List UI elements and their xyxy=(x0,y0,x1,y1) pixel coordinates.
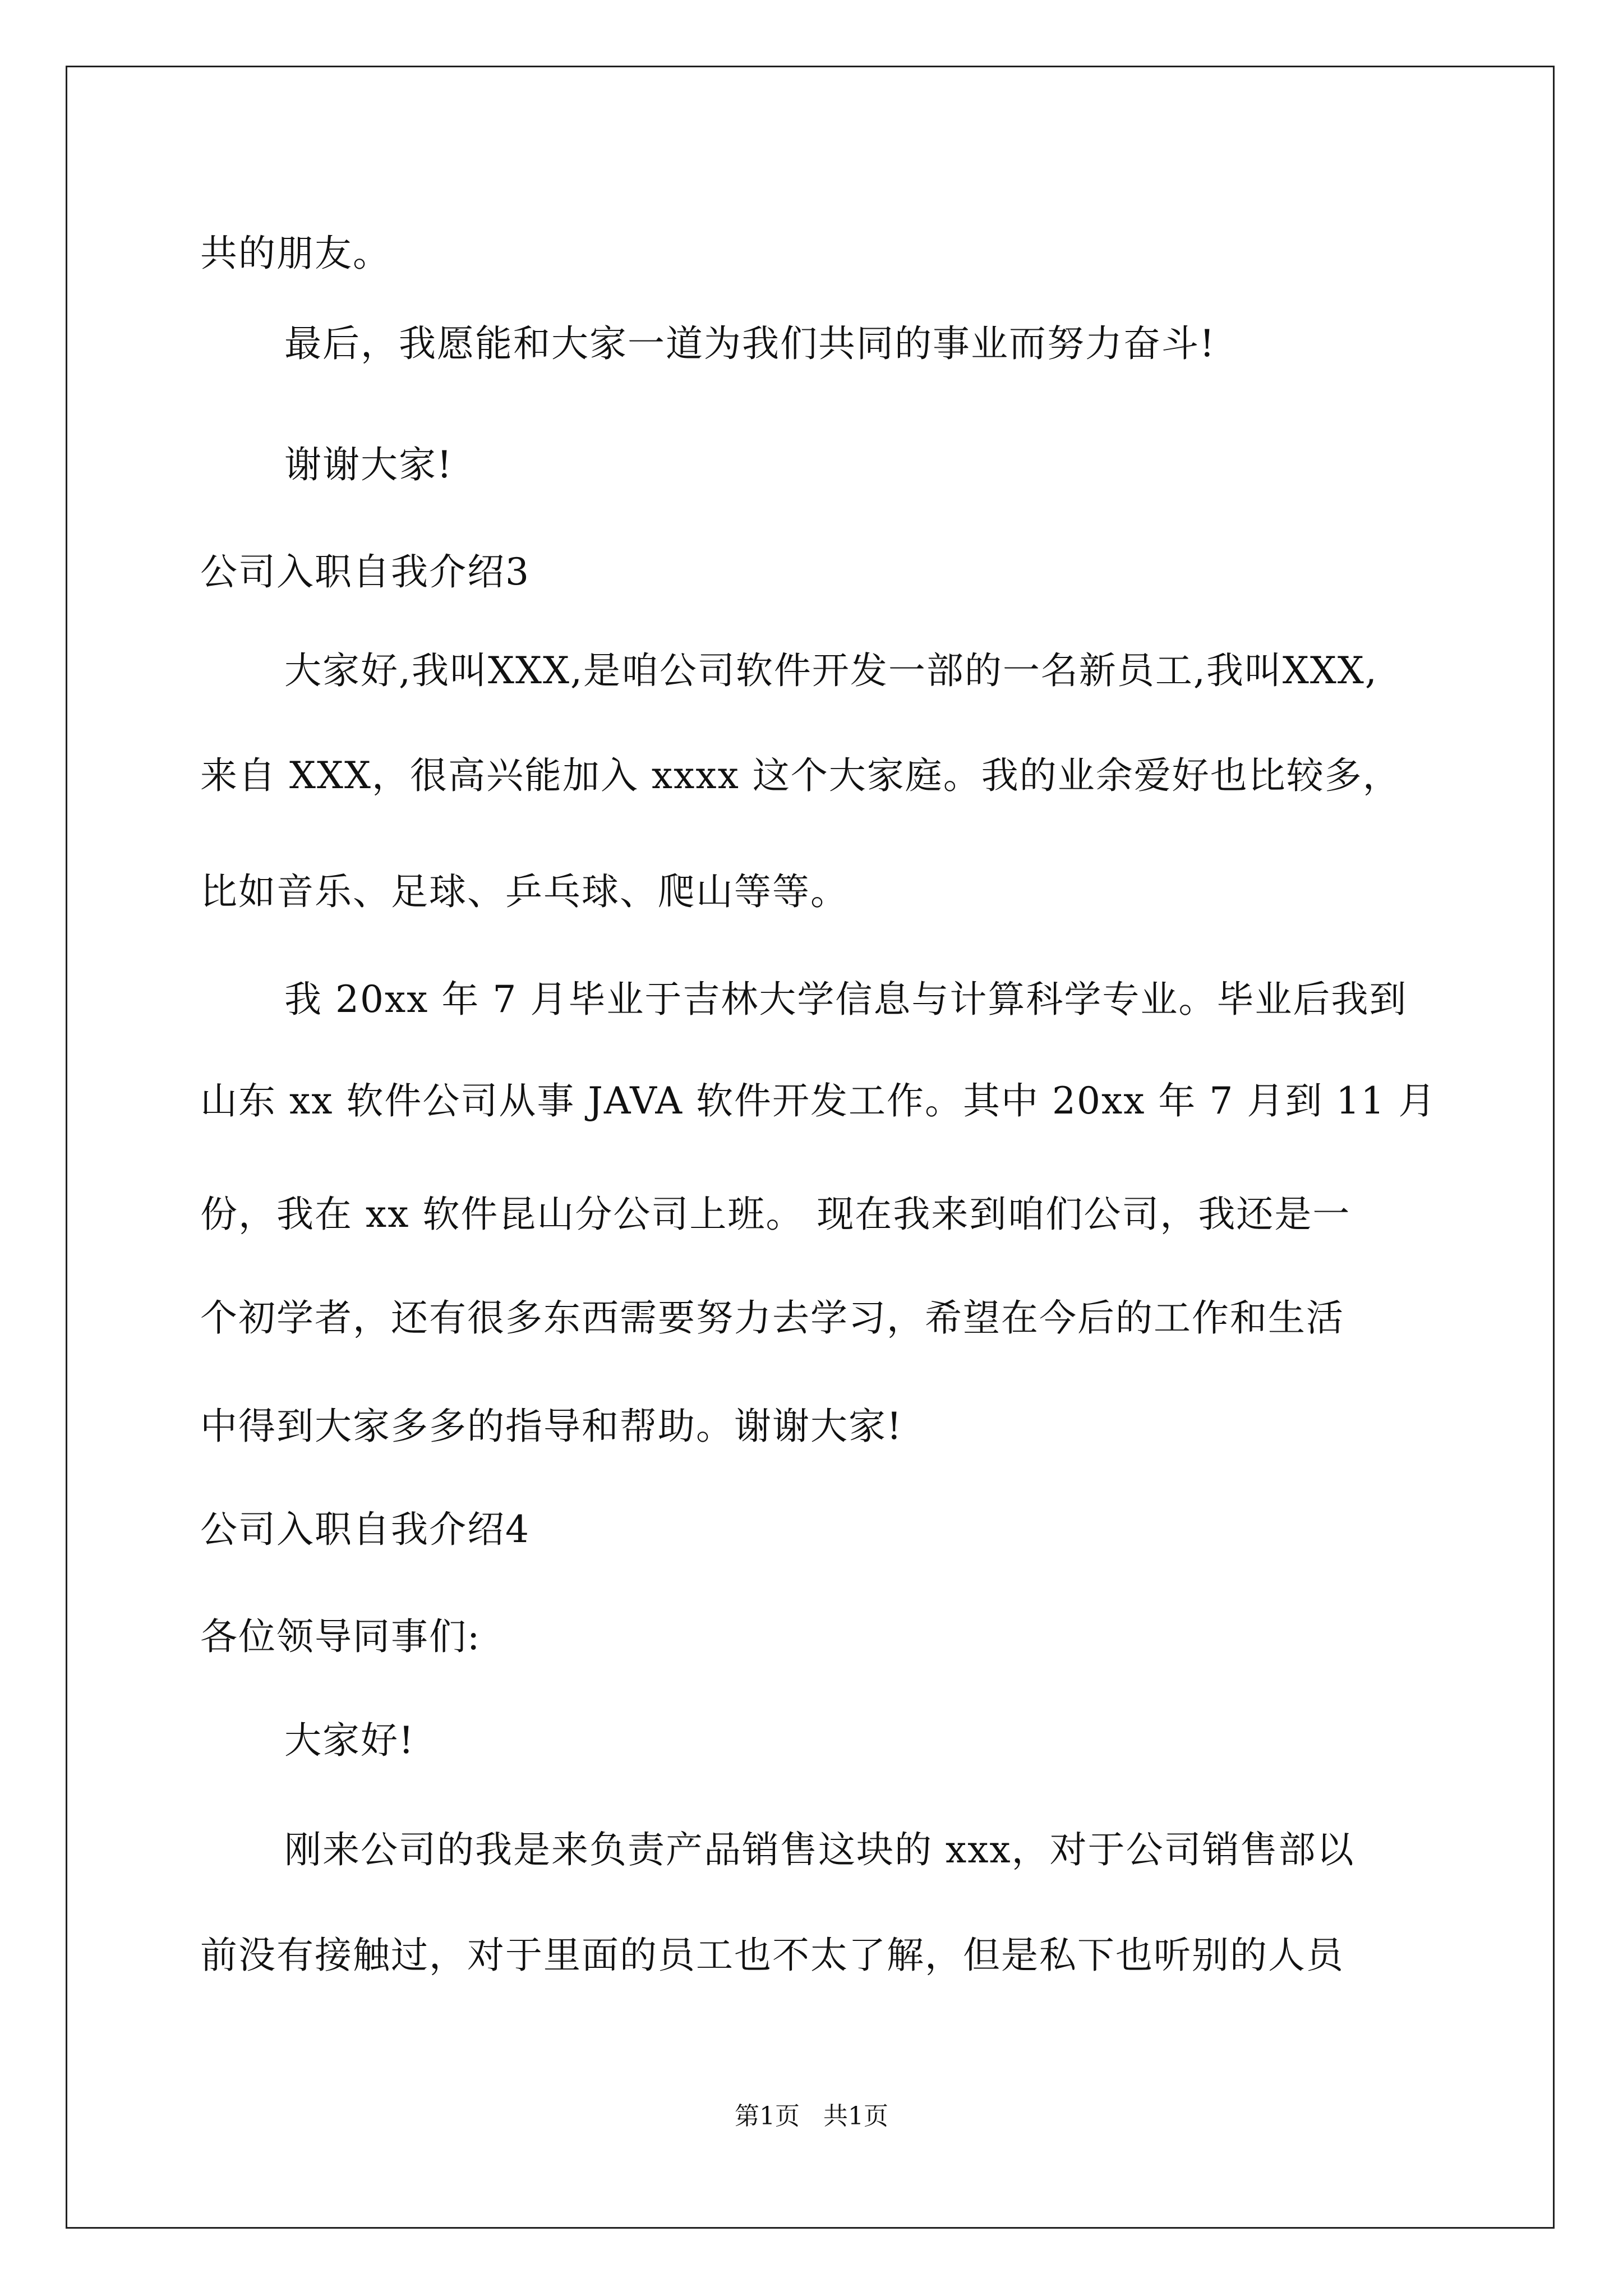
paragraph-line: 份，我在 xx 软件昆山分公司上班。 现在我来到咱们公司，我还是一 xyxy=(200,1193,1351,1236)
section-heading: 公司入职自我介绍4 xyxy=(200,1508,530,1551)
paragraph-line: 谢谢大家! xyxy=(284,443,453,486)
salutation-line: 各位领导同事们: xyxy=(200,1615,481,1658)
paragraph-line: 中得到大家多多的指导和帮助。谢谢大家! xyxy=(200,1405,903,1448)
page-border xyxy=(66,66,1555,2229)
paragraph-line: 最后，我愿能和大家一道为我们共同的事业而努力奋斗! xyxy=(284,322,1216,365)
paragraph-line: 刚来公司的我是来负责产品销售这块的 xxx，对于公司销售部以 xyxy=(284,1828,1355,1871)
section-heading: 公司入职自我介绍3 xyxy=(200,550,530,593)
paragraph-line: 来自 XXX，很高兴能加入 xxxx 这个大家庭。我的业余爱好也比较多， xyxy=(200,754,1401,797)
paragraph-line: 前没有接触过，对于里面的员工也不太了解，但是私下也听别的人员 xyxy=(200,1934,1344,1977)
paragraph-line: 山东 xx 软件公司从事 JAVA 软件开发工作。其中 20xx 年 7 月到 11 月 xyxy=(200,1079,1437,1122)
paragraph-line: 我 20xx 年 7 月毕业于吉林大学信息与计算科学专业。毕业后我到 xyxy=(284,978,1408,1021)
paragraph-line: 比如音乐、足球、乒乓球、爬山等等。 xyxy=(200,870,849,913)
greeting-line: 大家好! xyxy=(284,1719,415,1762)
paragraph-line: 大家好,我叫XXX,是咱公司软件开发一部的一名新员工,我叫XXX, xyxy=(284,649,1378,692)
page-footer: 第1页 共1页 xyxy=(735,2102,888,2131)
paragraph-line: 共的朋友。 xyxy=(200,232,391,275)
paragraph-line: 个初学者，还有很多东西需要努力去学习，希望在今后的工作和生活 xyxy=(200,1296,1344,1340)
